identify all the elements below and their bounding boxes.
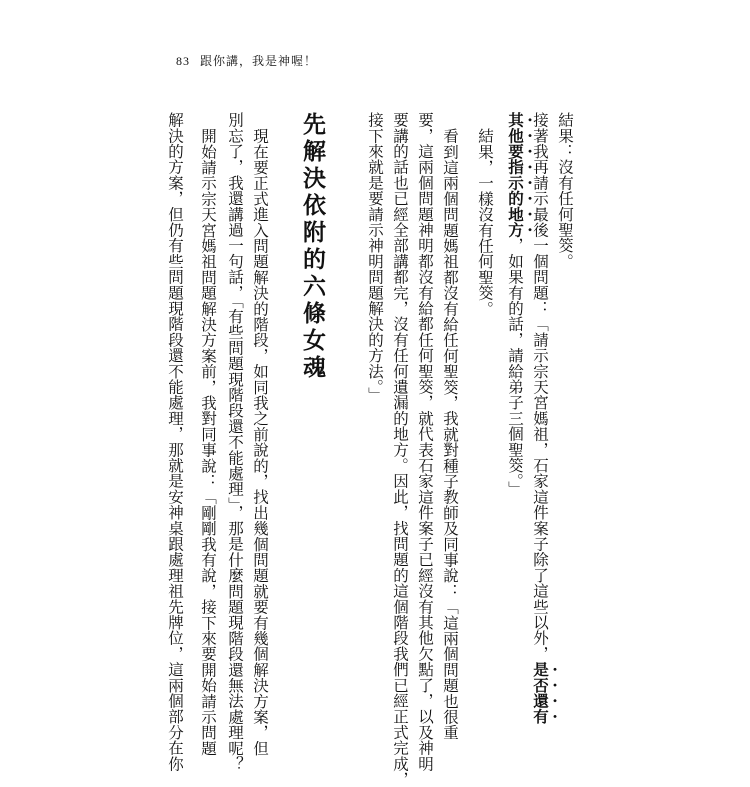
text-column-3: [505, 112, 535, 497]
text-column-9: 現在要正式進入問題解決的階段，如同我之前說的，找出幾個問題就要有幾個解決方案，但: [251, 128, 269, 756]
text-column-3-body: ，如果有的話，請給弟子三個聖筊。」: [506, 237, 524, 497]
text-column-10: 別忘了，我還講過一句話，「有些問題現階段還不能處理」，那是什麼問題現階段還無法處理呢？: [226, 112, 244, 772]
text-column-7: 要講的話也已經全部講都完，沒有任何遺漏的地方。因此，找問題的這個階段我們已經正式完成，: [391, 112, 409, 787]
emphasized-text: 其他要指示的地方: [506, 112, 525, 238]
emphasized-text: 是否還有: [531, 661, 550, 725]
text-column-12: 解決的方案，但仍有些問題現階段還不能處理，那就是安神桌跟處理祖先牌位，這兩個部分在你: [166, 112, 184, 772]
text-column-1: 結果：沒有任何聖筊。: [556, 112, 574, 269]
page-number: 83: [176, 54, 190, 68]
text-column-6: 要，這兩個問題神明都沒有給都任何聖筊，就代表石家這件案子已經沒有其他欠點了，以及神明: [416, 112, 434, 772]
section-title: 先解決依附的六條女魂: [299, 112, 326, 382]
text-column-8: 接下來就是要請示神明問題解決的方法。」: [366, 112, 384, 403]
text-column-4: 結果，一樣沒有任何聖筊。: [476, 128, 494, 317]
text-column-5: 看到這兩個問題媽祖都沒有給任何聖筊，我就對種子教師及同事說：「這兩個問題也很重: [441, 128, 459, 741]
text-column-2-body: 接著我再請示最後一個問題：「請示宗天宮媽祖，石家這件案子除了這些以外，: [531, 112, 549, 662]
running-header: [176, 52, 317, 69]
text-column-11: 開始請示宗天宮媽祖問題解決方案前，我對同事說：「剛剛我有說，接下來要開始請示問題: [199, 128, 217, 756]
book-title: 跟你講，我是神喔！: [200, 54, 318, 68]
